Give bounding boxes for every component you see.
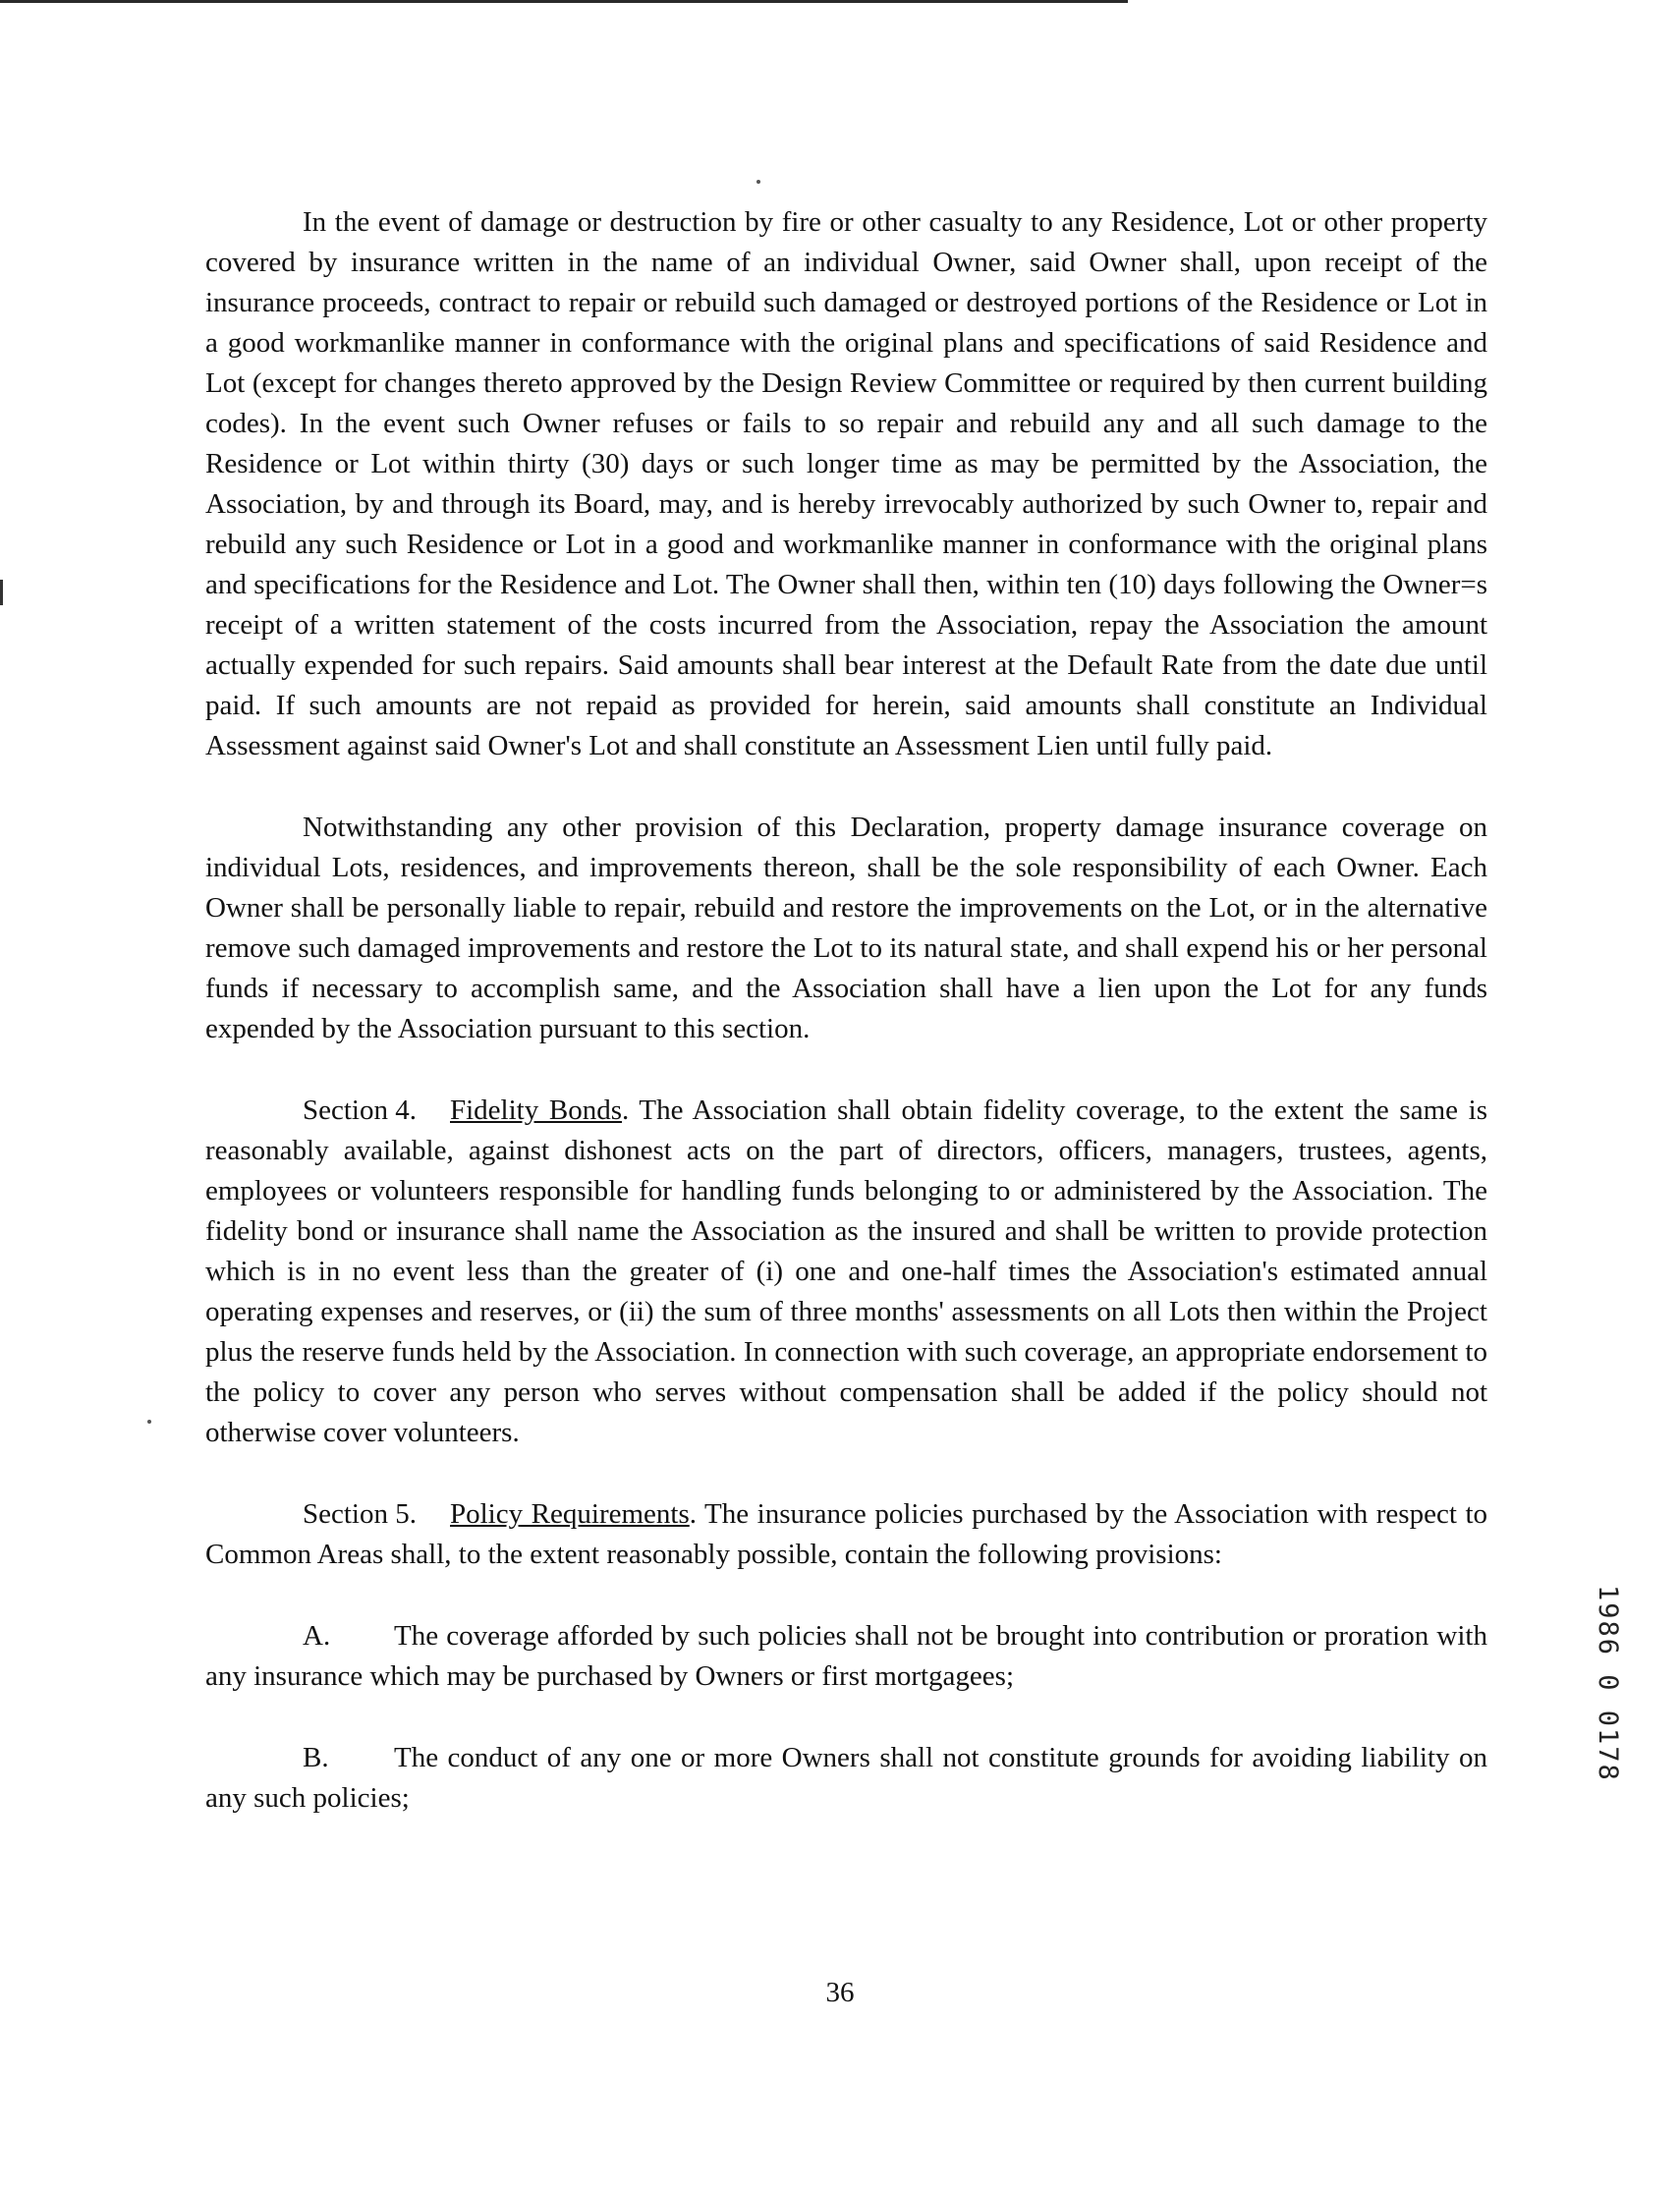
scan-speck — [147, 1420, 151, 1424]
section-title: Policy Requirements — [450, 1498, 690, 1530]
provision-text: The coverage afforded by such policies shall not be brought into contribution or proration with any insurance which may be purchased by Owners or first mortgagees; — [205, 1620, 1487, 1692]
section-number: Section 5. — [303, 1498, 417, 1530]
document-body — [205, 202, 1487, 1819]
section-4-fidelity-bonds — [205, 1091, 1487, 1453]
page-number: 36 — [825, 1977, 855, 2008]
section-5-policy-requirements — [205, 1494, 1487, 1575]
section-body: . The Association shall obtain fidelity coverage, to the extent the same is reasonably available, against dishonest acts on the part of directors, officers, managers, trustees, agents, employees or volunteers responsible for handling funds belonging to or administered by the Association. The fidelity bond or insurance shall name the Association as the insured and shall be written to provide protection which is in no event less than the greater of (i) one and one-half times the Association's estimated annual operating expenses and reserves, or (ii) the sum of three months' assessments on all Lots then within the Project plus the reserve funds held by the Association. In connection with such coverage, an appropriate endorsement to the policy to cover any person who serves without compensation shall be added if the policy should not otherwise cover volunteers. — [205, 1094, 1488, 1448]
section-body: . The insurance policies purchased by the Association with respect to Common Areas shall, to the extent reasonably possible, contain the following provisions: — [205, 1498, 1488, 1570]
provision-letter: A. — [303, 1620, 331, 1652]
top-border-line — [0, 0, 1128, 3]
provision-letter: B. — [303, 1742, 329, 1773]
paragraph-owner-responsibility: Notwithstanding any other provision of this Declaration, property damage insurance coverage on individual Lots, residences, and improvements thereon, shall be the sole responsibility of each Owner. Each Owner shall be personally liable to repair, rebuild and restore the improvements on the Lot, or in the alternative remove such damaged improvements and restore the Lot to its natural state, and shall expend his or her personal funds if necessary to accomplish same, and the Association shall have a lien upon the Lot for any funds expended by the Association pursuant to this section. — [205, 812, 1487, 1044]
section-title: Fidelity Bonds — [450, 1094, 623, 1126]
provision-item — [205, 1616, 1487, 1697]
provision-text: The conduct of any one or more Owners shall not constitute grounds for avoiding liability on any such policies; — [205, 1742, 1487, 1814]
recording-stamp: 1986 0 0178 — [1593, 1585, 1623, 1782]
scan-speck — [756, 180, 760, 184]
section-number: Section 4. — [303, 1094, 417, 1126]
provision-item — [205, 1738, 1487, 1819]
scan-margin-mark — [0, 580, 3, 605]
paragraph-owner-repair: In the event of damage or destruction by fire or other casualty to any Residence, Lot or other property covered by insurance written in the name of an individual Owner, said Owner shall, upon receipt of the insurance proceeds, contract to repair or rebuild such damaged or destroyed portions of the Residence or Lot in a good workmanlike manner in conformance with the original plans and specifications of said Residence and Lot (except for changes thereto approved by the Design Review Committee or required by then current building codes). In the event such Owner refuses or fails to so repair and rebuild any and all such damage to the Residence or Lot within thirty (30) days or such longer time as may be permitted by the Association, the Association, by and through its Board, may, and is hereby irrevocably authorized by such Owner to, repair and rebuild any such Residence or Lot in a good and workmanlike manner in conformance with the original plans and specifications for the Residence and Lot. The Owner shall then, within ten (10) days following the Owner=s receipt of a written statement of the costs incurred from the Association, repay the Association the amount actually expended for such repairs. Said amounts shall bear interest at the Default Rate from the date due until paid. If such amounts are not repaid as provided for herein, said amounts shall constitute an Individual Assessment against said Owner's Lot and shall constitute an Assessment Lien until fully paid. — [205, 206, 1487, 761]
